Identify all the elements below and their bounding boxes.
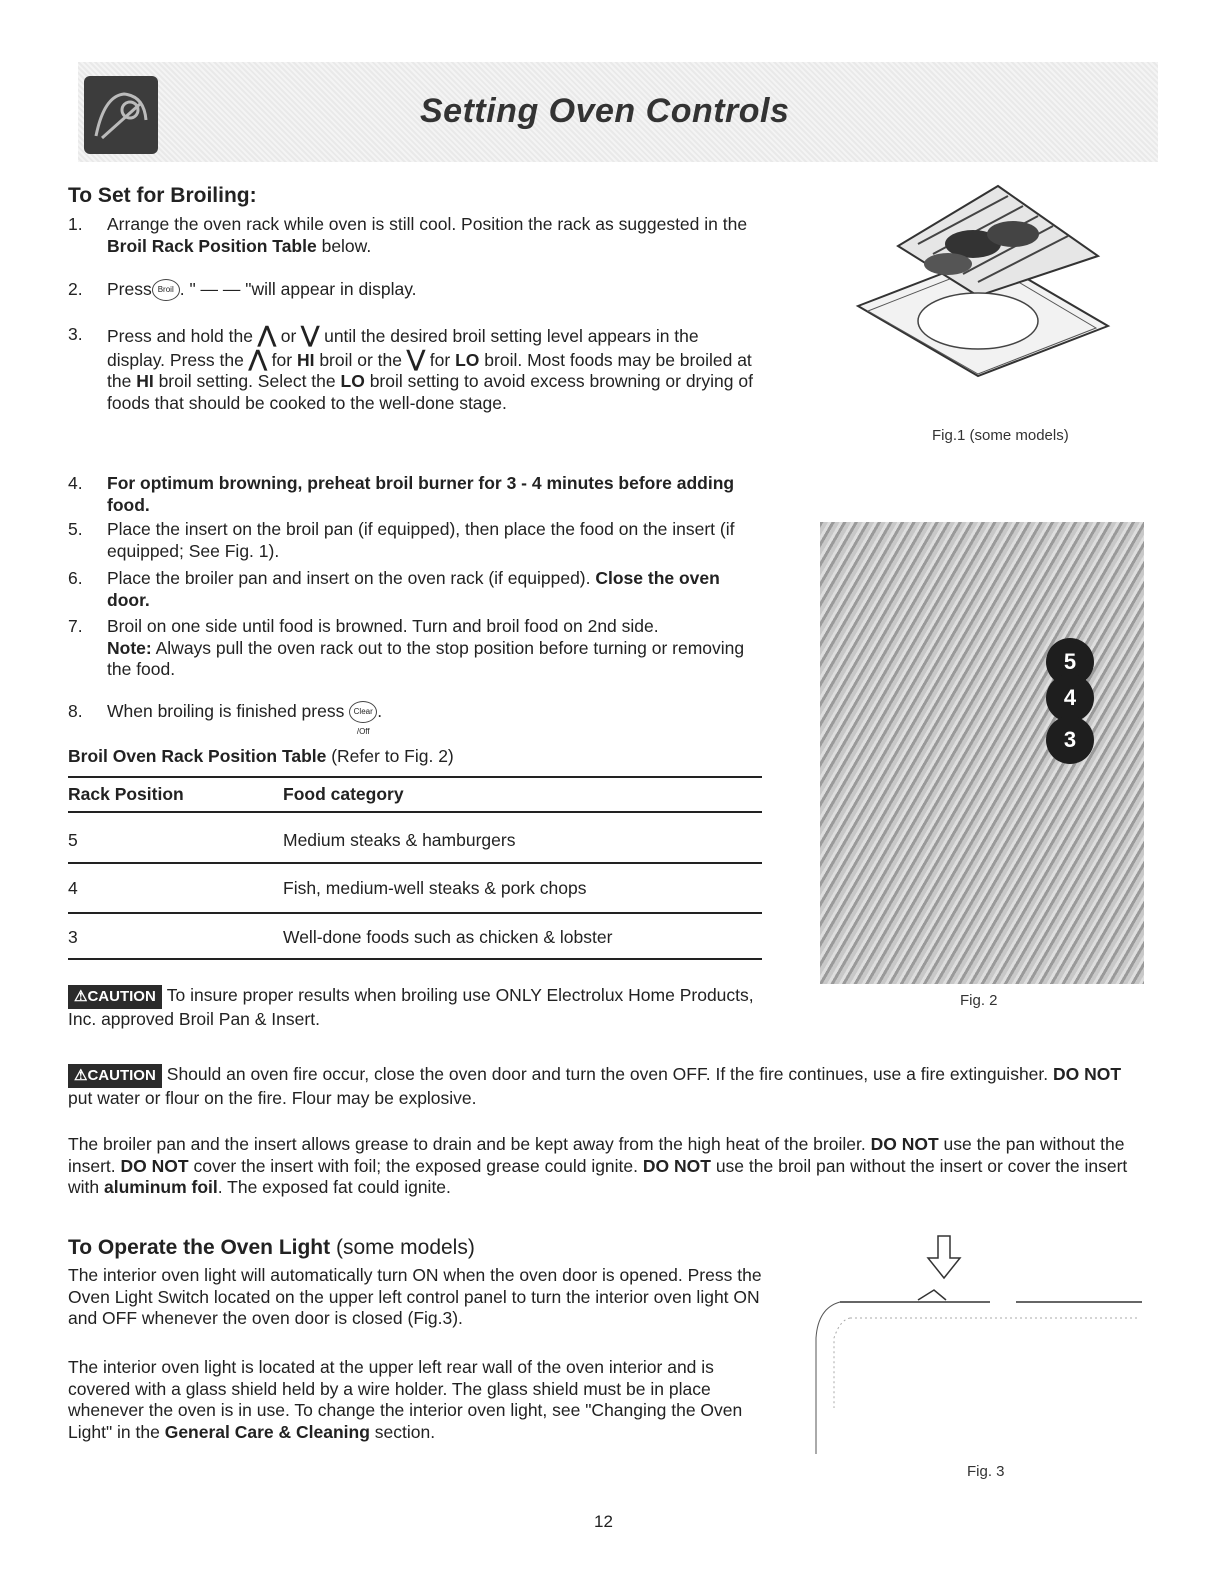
step-7: 7. Broil on one side until food is browned. Turn and broil food on 2nd side. Note: Always pull the oven rack out to the stop position before turning or removing the food.	[68, 616, 745, 679]
step-3: 3. Press and hold the ⋀ or ⋁ until the desired broil setting level appears in the display. Press the ⋀ for HI broil or the ⋁ for LO broil. Most foods may be broiled at the HI broil setting. Select the LO broil setting to avoid excess browning or drying of foods that should be cooked to the well-done stage.	[68, 322, 753, 413]
caution-broil-pan: ⚠CAUTION To insure proper results when broiling use ONLY Electrolux Home Products, Inc. approved Broil Pan & Insert.	[68, 985, 754, 1029]
step-6: 6. Place the broiler pan and insert on the oven rack (if equipped). Close the oven door.	[68, 568, 720, 610]
page-number: 12	[594, 1512, 613, 1531]
down-arrow-icon: ⋁	[406, 345, 425, 371]
clear-off-pad-icon: Clear /Off	[349, 701, 377, 723]
step-4: 4. For optimum browning, preheat broil burner for 3 - 4 minutes before adding food.	[68, 473, 735, 515]
fig3-caption: Fig. 3	[967, 1463, 1005, 1480]
table-cell-rack: 3	[68, 927, 78, 947]
table-header-rack: Rack Position	[68, 784, 184, 804]
table-rule	[68, 776, 762, 778]
oven-interior-figure	[820, 522, 1144, 984]
fig2-caption: Fig. 2	[960, 992, 998, 1009]
rack-position-badge: 3	[1046, 716, 1094, 764]
oven-light-heading: To Operate the Oven Light (some models)	[68, 1236, 475, 1259]
fig1-caption: Fig.1 (some models)	[932, 427, 1069, 444]
table-cell-rack: 4	[68, 878, 78, 898]
table-cell-food: Medium steaks & hamburgers	[283, 830, 516, 850]
broiling-heading: To Set for Broiling:	[68, 184, 257, 207]
down-arrow-icon	[928, 1236, 960, 1278]
table-cell-rack: 5	[68, 830, 78, 850]
table-cell-food: Fish, medium-well steaks & pork chops	[283, 878, 587, 898]
table-title: Broil Oven Rack Position Table (Refer to Fig. 2)	[68, 746, 454, 766]
broil-pan-figure	[838, 176, 1118, 426]
broil-pad-icon: Broil	[152, 279, 180, 301]
step-1: 1. Arrange the oven rack while oven is still cool. Position the rack as suggested in the Broil Rack Position Table below.	[68, 214, 748, 256]
table-rule	[68, 811, 762, 813]
step-5: 5. Place the insert on the broil pan (if equipped), then place the food on the insert (if equipped; See Fig. 1).	[68, 519, 735, 561]
step-2: 2. Press Broil . " — — "will appear in display.	[68, 279, 758, 301]
table-rule	[68, 862, 762, 864]
down-arrow-icon: ⋁	[301, 322, 320, 347]
broil-pan-logo-icon	[84, 76, 158, 154]
table-cell-food: Well-done foods such as chicken & lobster	[283, 927, 613, 947]
up-arrow-icon: ⋀	[248, 345, 267, 371]
caution-oven-fire: ⚠CAUTION Should an oven fire occur, close the oven door and turn the oven OFF. If the fire continues, use a fire extinguisher. DO NOT put water or flour on the fire. Flour may be explosive.	[68, 1064, 1122, 1108]
table-rule	[68, 912, 762, 914]
oven-light-figure	[810, 1228, 1150, 1458]
step-8: 8. When broiling is finished press Clear /Off.	[68, 701, 383, 737]
oven-light-paragraph-2: The interior oven light is located at the upper left rear wall of the oven interior and is covered with a glass shield held by a wire holder. The glass shield must be in place whenever the oven is in use. To change the interior oven light, see "Changing the Oven Light" in the General Care & Cleaning section.	[68, 1357, 743, 1442]
up-arrow-icon: ⋀	[257, 322, 276, 347]
page-title: Setting Oven Controls	[420, 92, 790, 130]
table-rule	[68, 958, 762, 960]
oven-light-paragraph-1: The interior oven light will automatically turn ON when the oven door is opened. Press the Oven Light Switch located on the upper left control panel to turn the interior oven light ON and OFF whenever the oven door is closed (Fig.3).	[68, 1265, 762, 1328]
caution-badge: ⚠CAUTION	[68, 985, 162, 1009]
table-header-food: Food category	[283, 784, 404, 804]
rack-position-badge: 5	[1046, 638, 1094, 686]
rack-position-badge: 4	[1046, 674, 1094, 722]
caution-badge: ⚠CAUTION	[68, 1064, 162, 1088]
grease-paragraph: The broiler pan and the insert allows grease to drain and be kept away from the high heat of the broiler. DO NOT use the pan without the insert. DO NOT cover the insert with foil; the exposed grease could ignite. DO NOT use the broil pan without the insert or cover the insert with aluminum foil. The exposed fat could ignite.	[68, 1134, 1128, 1197]
